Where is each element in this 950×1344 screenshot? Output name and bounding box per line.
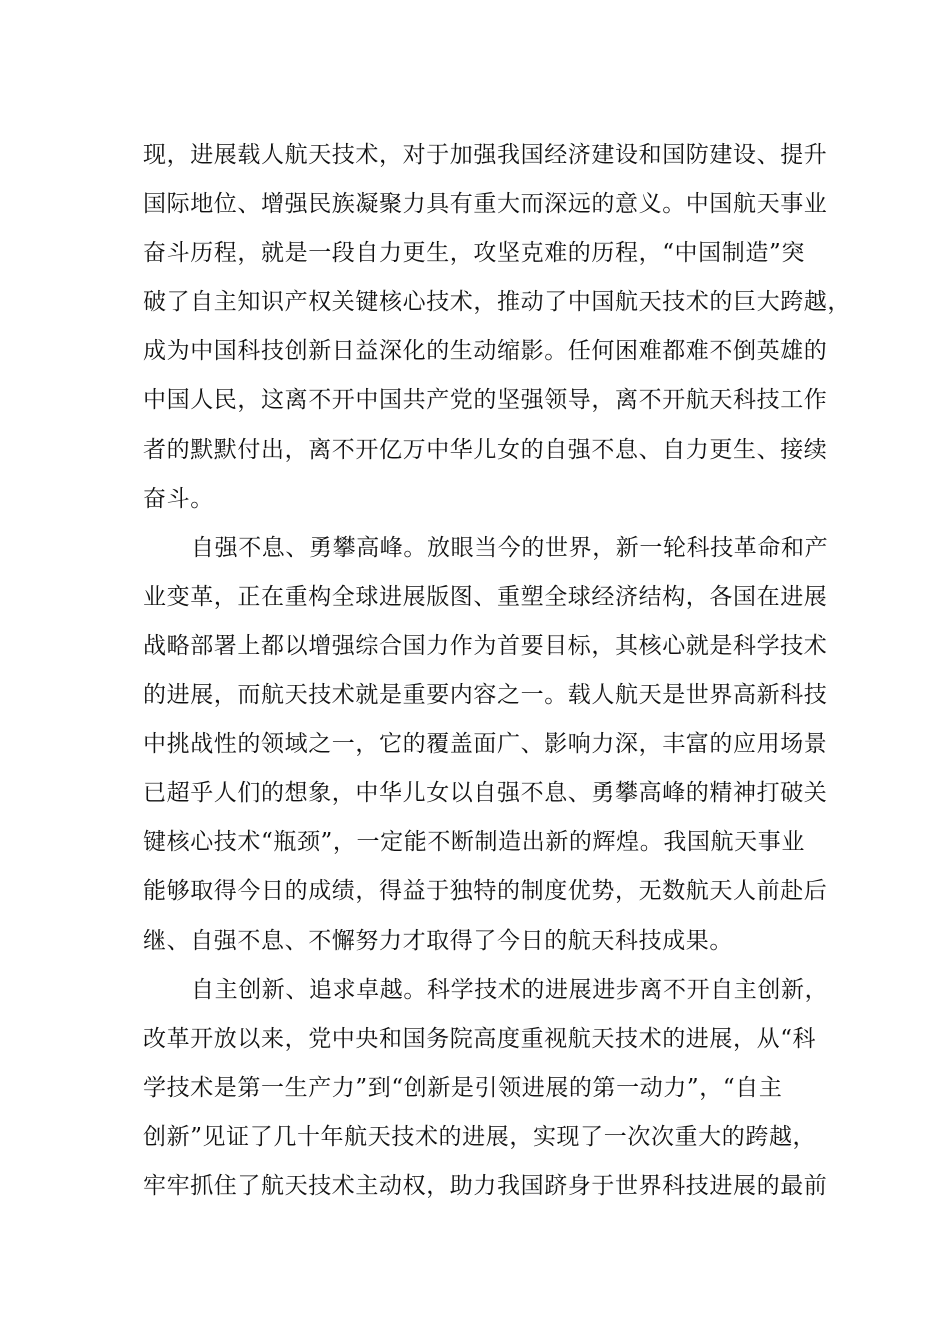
text-line: 奋斗。 [143,485,214,512]
text-line: 业变革，正在重构全球进展版图、重塑全球经济结构，各国在进展 [143,583,828,610]
body-text [143,131,851,1211]
text-line: 者的默默付出，离不开亿万中华儿女的自强不息、自力更生、接续 [143,436,828,463]
text-line: 牢牢抓住了航天技术主动权，助力我国跻身于世界科技进展的最前 [143,1172,828,1199]
text-line: 中国人民，这离不开中国共产党的坚强领导，离不开航天科技工作 [143,387,828,414]
text-line: 破了自主知识产权关键核心技术，推动了中国航天技术的巨大跨越， [143,289,851,316]
text-line: 国际地位、增强民族凝聚力具有重大而深远的意义。中国航天事业 [143,191,828,218]
paragraph-start-line: 自主创新、追求卓越。科学技术的进展进步离不开自主创新， [191,976,829,1003]
text-line: 能够取得今日的成绩，得益于独特的制度优势，无数航天人前赴后 [143,878,828,905]
text-line: 战略部署上都以增强综合国力作为首要目标，其核心就是科学技术 [143,632,828,659]
text-line: 现，进展载人航天技术，对于加强我国经济建设和国防建设、提升 [143,142,828,168]
text-line: 的进展，而航天技术就是重要内容之一。载人航天是世界高新科技 [143,682,828,709]
text-line: 奋斗历程，就是一段自力更生，攻坚克难的历程，“中国制造”突 [143,240,805,267]
text-line: 继、自强不息、不懈努力才取得了今日的航天科技成果。 [143,927,733,954]
paragraph-start-line: 自强不息、勇攀高峰。放眼当今的世界，新一轮科技革命和产 [191,534,829,561]
text-line: 中挑战性的领域之一，它的覆盖面广、影响力深，丰富的应用场景 [143,731,828,758]
text-line: 改革开放以来，党中央和国务院高度重视航天技术的进展，从“科 [143,1025,817,1052]
text-line: 学技术是第一生产力”到“创新是引领进展的第一动力”，“自主 [143,1074,783,1101]
text-line: 键核心技术“瓶颈”，一定能不断制造出新的辉煌。我国航天事业 [143,829,805,856]
text-line: 创新”见证了几十年航天技术的进展，实现了一次次重大的跨越， [143,1123,817,1150]
text-line: 成为中国科技创新日益深化的生动缩影。任何困难都难不倒英雄的 [143,338,828,365]
text-line: 已超乎人们的想象，中华儿女以自强不息、勇攀高峰的精神打破关 [143,780,828,807]
